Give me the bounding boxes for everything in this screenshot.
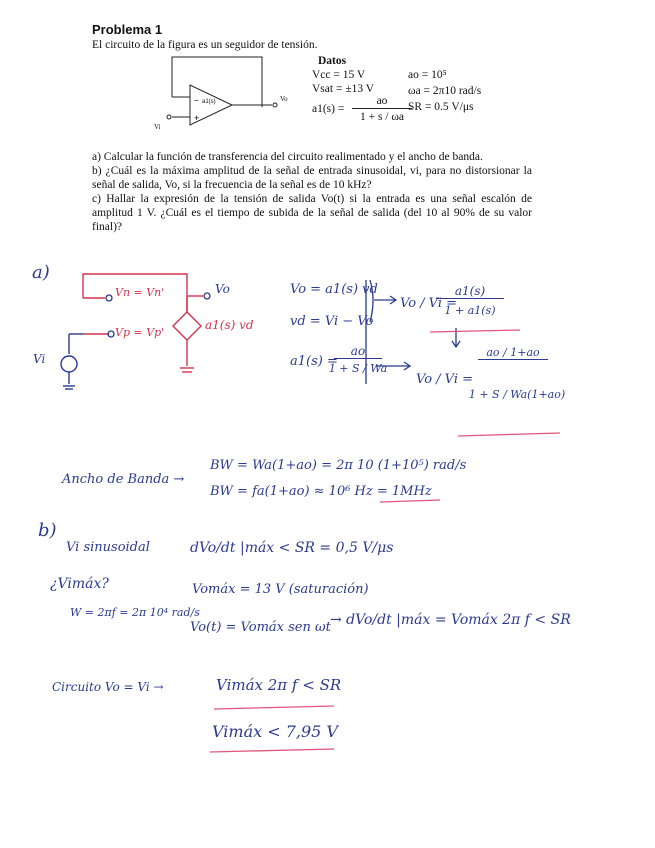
bw-eq2: BW = fa(1+ao) ≈ 10⁶ Hz = 1MHz — [210, 484, 432, 499]
b-sinusoidal: Vi sinusoidal — [66, 540, 150, 555]
b-omega: W = 2πf = 2π 10⁴ rad/s — [70, 606, 200, 619]
tf2-lhs: Vo / Vi = — [416, 372, 474, 387]
opamp-figure — [150, 55, 290, 135]
problem-title: Problema 1 — [92, 22, 163, 37]
problem-intro: El circuito de la figura es un seguidor de tensión. — [92, 39, 318, 51]
b-result: Vimáx < 7,95 V — [212, 722, 338, 741]
b-slew-rate: dVo/dt |máx < SR = 0,5 V/μs — [190, 540, 394, 556]
b-derivative: → dVo/dt |máx = Vomáx 2π f < SR — [330, 612, 571, 628]
eq-a1-num: ao — [334, 344, 382, 359]
b-vimax-question: ¿Vimáx? — [50, 576, 109, 592]
question-a: a) Calcular la función de transferencia del circuito realimentado y el ancho de banda. — [92, 151, 483, 163]
vi-circuit-label: Vi — [33, 352, 46, 366]
vn-label: Vn = Vn' — [115, 286, 165, 299]
datos-a1-den: 1 + s / ωa — [359, 111, 405, 123]
part-b-label: b) — [38, 520, 57, 541]
b-vo-t: Vo(t) = Vomáx sen ωt — [190, 620, 331, 635]
datos-ao: ao = 10⁵ — [408, 69, 447, 81]
b-inequality: Vimáx 2π f < SR — [216, 676, 342, 694]
question-b: b) ¿Cuál es la máxima amplitud de la señal de entrada sinusoidal, vi, para no distorsionar la señal de salida, Vo, si la frecuencia de la señal es de 10 kHz? — [92, 165, 532, 191]
opamp-drawing — [150, 55, 290, 135]
handwritten-circuit-drawing — [55, 268, 275, 398]
tf2-den: 1 + S / Wa(1+ao) — [468, 388, 566, 401]
eq-vd: vd = Vi − Vo — [290, 314, 374, 329]
bw-eq1: BW = Wa(1+ao) = 2π 10 (1+10⁵) rad/s — [210, 458, 467, 473]
datos-heading: Datos — [318, 55, 347, 67]
datos-a1-lhs: a1(s) = — [312, 103, 345, 115]
svg-text:−: − — [194, 96, 199, 105]
eq-a1-lhs: a1(s) = — [290, 354, 338, 369]
fig-vi-label: Vi — [154, 123, 161, 131]
datos-sr: SR = 0.5 V/μs — [408, 101, 474, 113]
part-a-label: a) — [32, 262, 50, 283]
tf1-num: a1(s) — [436, 284, 504, 299]
tf1-lhs: Vo / Vi = — [400, 296, 458, 311]
datos-vsat: Vsat = ±13 V — [312, 83, 375, 95]
eq-vo: Vo = a1(s) vd — [290, 282, 378, 297]
vo-circuit-label: Vo — [215, 282, 230, 296]
b-circuit-follower: Circuito Vo = Vi → — [52, 680, 164, 694]
question-c: c) Hallar la expresión de la tensión de salida Vo(t) si la entrada es una señal escalón de amplitud 1 V. ¿Cuál es el tiempo de subida de la señal de salida (del 10 al 90% de su valor final)? — [92, 193, 532, 233]
bw-label: Ancho de Banda → — [62, 472, 185, 487]
eq-a1-den: 1 + S / Wa — [328, 362, 388, 375]
opamp-label: a1(s) — [202, 99, 216, 105]
svg-text:+: + — [194, 113, 200, 123]
datos-a1-num: ao — [352, 94, 412, 109]
tf2-num: ao / 1+ao — [478, 346, 548, 360]
datos-wa: ωa = 2π10 rad/s — [408, 85, 482, 97]
tf1-den: 1 + a1(s) — [444, 304, 496, 317]
handwritten-circuit — [33, 268, 275, 398]
dep-source-label: a1(s) vd — [205, 318, 254, 332]
vp-label: Vp = Vp' — [115, 326, 165, 339]
datos-vcc: Vcc = 15 V — [312, 69, 366, 81]
b-vomax: Vomáx = 13 V (saturación) — [192, 582, 369, 597]
fig-vo-label: Vo — [280, 95, 288, 103]
